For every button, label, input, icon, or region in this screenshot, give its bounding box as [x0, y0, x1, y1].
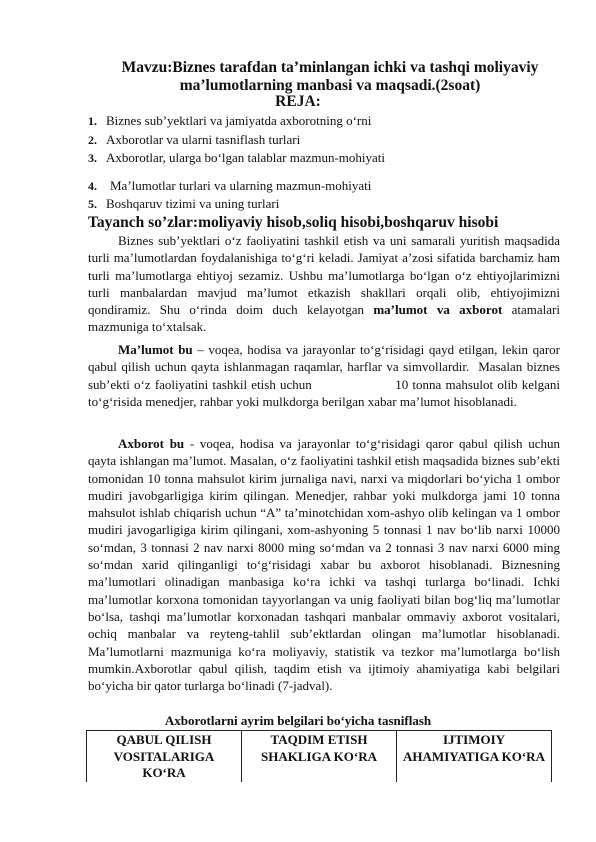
bold-term: Ma’lumot bu: [118, 342, 193, 357]
plan-item: [88, 113, 371, 129]
document-title-line-1: Mavzu:Biznes tarafdan ta’minlangan ichki va tashqi moliyaviy: [121, 59, 539, 76]
plan-item-number: 3.: [88, 151, 97, 165]
plan-item: [88, 178, 371, 194]
paragraph-intro: [88, 232, 560, 336]
plan-item-number: 5.: [88, 197, 97, 211]
paragraph-text: - voqea, hodisa va jarayonlar to‘g‘risidagi qaror qabul qilish uchun qayta ishlangan ma’lumot. Masalan, o‘z faoliyatini tashkil etish maqsadida biznes sub’ekti tomonidan 10 tonna mahsulot kirim jurnaliga navi, narxi va miqdorlari bo‘yicha 1 ombor mudiri javobgarligiga kirim qilingan. Menedjer, rahbar yoki mulkdorga jami 10 tonna mahsulot ishlab chiqarish uchun “A” ta’minotchidan xom-ashyo olib kelingan va 1 ombor mudiri javogarligiga kirim qilingani, xom-ashyoning 5 tonnasi 1 nav bo‘lib narxi 10000 so‘mdan, 3 tonnasi 2 nav narxi 8000 ming so‘mdan va 2 tonnasi 3 nav narxi 6000 ming so‘mdan xarid qilinganligi to‘g‘risidagi xabar bu axborot hisoblanadi. Biznesning ma’lumotlari olinadigan manbasiga ko‘ra ichki va tashqi turlarga bo‘linadi. Ichki ma’lumotlar korxona tomonidan tayyorlangan va unig faoliyati bilan bog‘liq ma’lumotlar bo‘lsa, tashqi ma’lumotlar korxonadan tashqari manbalar ommaviy axborot vositalari, ochiq manbalar va reyteng-tahlil sub’ektlardan olingan ma’lumotlar hisoblanadi. Ma’lumotlarni mazmuniga ko‘ra moliyaviy, statistik va tezkor ma’lumotlarga bo‘lish mumkin.Axborotlar qabul qilish, taqdim etish va ijtimoiy ahamiyatiga kabi belgilari bo‘yicha bir qator turlarga bo‘linadi (7-jadval).: [88, 436, 560, 694]
plan-item: [88, 150, 385, 166]
plan-heading: REJA:: [275, 93, 321, 110]
bold-term: ma’lumot va axborot: [373, 302, 503, 318]
plan-item-number: 1.: [88, 114, 97, 128]
plan-item-text: Biznes sub’yektlari va jamiyatda axborotning o‘rni: [106, 113, 372, 128]
plan-item-text: Boshqaruv tizimi va uning turlari: [106, 196, 280, 211]
paragraph-text: Biznes sub’yektlari o‘z faoliyatini tashkil etish va uni samarali yuritish maqsadida turli ma’lumotlardan foydalanishiga to‘g‘ri keladi. Jamiyat a’zosi sifatida barchamiz ham turli ma’lumotlarga ehtiyoj sezamiz. Ushbu ma’lumotlarga bo‘lgan o‘z ehtiyojlarimizni turli manbalardan mavjud ma’lumot etkazish shakllari orqali olib, ehtiyojimizni qondiramiz. Shu o‘rinda doim duch kelayotgan: [88, 233, 560, 318]
plan-item: [88, 196, 279, 212]
table-header-cell: IJTIMOIY AHAMIYATIGA KO‘RA: [397, 731, 552, 782]
bold-term: Axborot bu: [118, 436, 185, 451]
paragraph-axborot-definition: [88, 435, 560, 694]
paragraph-malumot-definition: [88, 341, 564, 410]
document-title-line-2: ma’lumotlarning manbasi va maqsadi.(2soat): [179, 77, 481, 94]
table-header-row: [87, 731, 552, 782]
plan-item-number: 4.: [88, 179, 97, 193]
plan-item-text: Axborotlar va ularni tasniflash turlari: [106, 132, 301, 147]
table-header-cell: QABUL QILISH VOSITALARIGA KO‘RA: [87, 731, 242, 782]
table-header-cell: TAQDIM ETISH SHAKLIGA KO‘RA: [242, 731, 397, 782]
paragraph-text: atamalari mazmuniga to‘xtalsak.: [88, 302, 560, 335]
classification-table: [86, 730, 552, 782]
plan-item-number: 2.: [88, 133, 97, 147]
plan-item: [88, 132, 300, 148]
paragraph-text: – voqea, hodisa va jarayonlar to‘g‘risidagi qayd etilgan, lekin qaror qabul qilish uchun qayta ishlanmagan raqamlar, harflar va simvollardir. Masalan biznes sub’ekti o‘z faoliyatini tashkil etish uchun 10 tonna mahsulot olib kelgani to‘g‘risida menedjer, rahbar yoki mulkdorga berilgan xabar ma’lumot hisoblanadi.: [88, 342, 564, 409]
plan-item-text: Ma’lumotlar turlari va ularning mazmun-mohiyati: [110, 178, 372, 193]
keywords-line: Tayanch so’zlar:moliyaviy hisob,soliq hisobi,boshqaruv hisobi: [88, 214, 499, 231]
plan-item-text: Axborotlar, ularga bo‘lgan talablar mazmun-mohiyati: [106, 150, 386, 165]
table-caption: Axborotlarni ayrim belgilari bo‘yicha tasniflash: [164, 713, 432, 728]
